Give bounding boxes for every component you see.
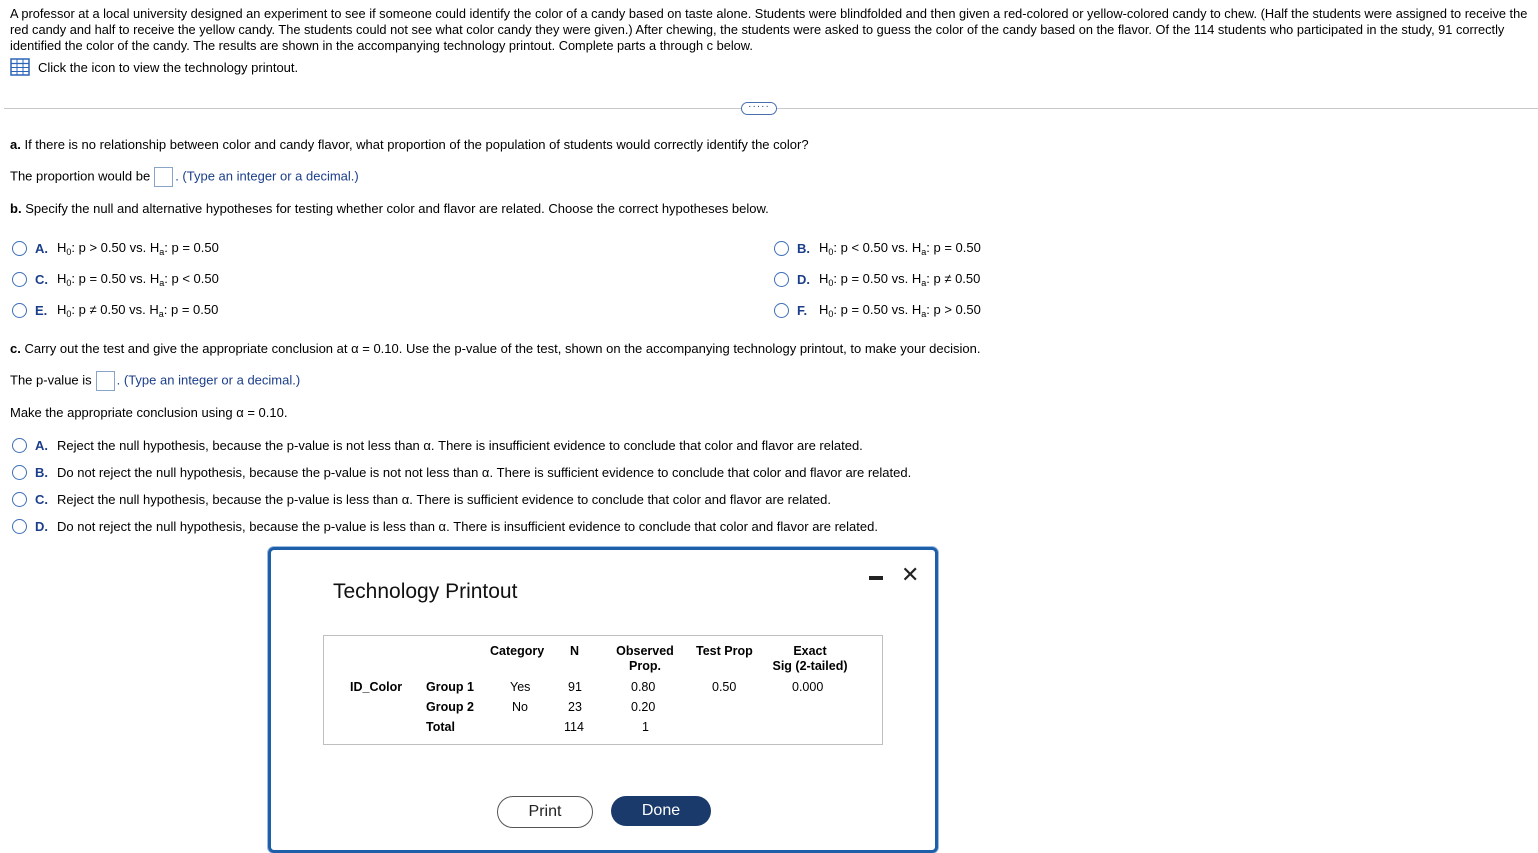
- p-value-input[interactable]: [96, 371, 115, 391]
- radio-button[interactable]: [12, 465, 27, 480]
- radio-button[interactable]: [12, 519, 27, 534]
- header-category: Category: [490, 644, 545, 658]
- hypothesis-option-f[interactable]: F. $H_0$: p = 0.50 vs. $H_a$: p > 0.50: [774, 302, 981, 319]
- row-prop: 0.80: [631, 680, 656, 694]
- close-icon[interactable]: ✕: [901, 562, 920, 587]
- technology-printout-dialog: [268, 547, 938, 853]
- conclusion-option-b[interactable]: B. Do not reject the null hypothesis, because the p-value is not not less than α. There is sufficient evidence to conclude that color and flavor are related.: [12, 465, 911, 480]
- hypothesis-option-b[interactable]: B. $H_0$: p < 0.50 vs. $H_a$: p = 0.50: [774, 240, 981, 257]
- radio-button[interactable]: [12, 492, 27, 507]
- printout-link[interactable]: [10, 58, 298, 76]
- hypothesis-option-a[interactable]: A. $H_0$: p > 0.50 vs. $H_a$: p = 0.50: [12, 240, 219, 257]
- header-n: N: [570, 644, 580, 658]
- radio-button[interactable]: [774, 272, 789, 287]
- conclusion-option-d[interactable]: D. Do not reject the null hypothesis, because the p-value is less than α. There is insufficient evidence to conclude that color and flavor are related.: [12, 519, 878, 534]
- row-group: Group 2: [426, 700, 474, 714]
- header-observed-prop: Observed Prop.: [616, 644, 674, 673]
- radio-button[interactable]: [12, 272, 27, 287]
- part-a-answer-row: The proportion would be . (Type an integer or a decimal.): [10, 167, 359, 187]
- radio-button[interactable]: [12, 303, 27, 318]
- row-category: Yes: [510, 680, 531, 694]
- part-c-question: c. Carry out the test and give the appropriate conclusion at α = 0.10. Use the p-value of the test, shown on the accompanying technology printout, to make your decision.: [10, 341, 981, 356]
- problem-statement: A professor at a local university designed an experiment to see if someone could identify the color of a candy based on taste alone. Students were blindfolded and then given a red-colored or yellow-colored candy to chew. (Half the students were assigned to receive the red candy and half to receive the yellow candy. The students could not see what color candy they were given.) After chewing, the students were asked to guess the color of the candy based on the flavor. Of the 114 students who participated in the study, 91 correctly identified the color of the candy. The results are shown in the accompanying technology printout. Complete parts a through c below.: [10, 6, 1528, 53]
- print-button[interactable]: Print: [497, 796, 593, 828]
- row-group: Total: [426, 720, 455, 734]
- row-n: 23: [568, 700, 582, 714]
- row-prop: 0.20: [631, 700, 656, 714]
- radio-button[interactable]: [774, 241, 789, 256]
- printout-link-text[interactable]: Click the icon to view the technology printout.: [38, 59, 299, 75]
- dialog-title: Technology Printout: [333, 580, 518, 603]
- table-icon[interactable]: [10, 58, 30, 76]
- part-c-answer-row: The p-value is . (Type an integer or a decimal.): [10, 371, 300, 391]
- done-button[interactable]: Done: [611, 796, 711, 826]
- conclusion-option-a[interactable]: A. Reject the null hypothesis, because the p-value is not less than α. There is insufficient evidence to conclude that color and flavor are related.: [12, 438, 863, 453]
- hypothesis-option-c[interactable]: C. $H_0$: p = 0.50 vs. $H_a$: p < 0.50: [12, 271, 219, 288]
- row-sig: 0.000: [792, 680, 824, 694]
- hypothesis-option-e[interactable]: E. $H_0$: p ≠ 0.50 vs. $H_a$: p = 0.50: [12, 302, 218, 319]
- row-category: No: [512, 700, 528, 714]
- part-a-question: a. If there is no relationship between color and candy flavor, what proportion of the population of students would correctly identify the color?: [10, 137, 809, 152]
- row-n: 114: [564, 720, 584, 734]
- radio-button[interactable]: [12, 438, 27, 453]
- minimize-icon[interactable]: [869, 576, 883, 580]
- row-prop: 1: [642, 720, 649, 734]
- hypothesis-option-d[interactable]: D. $H_0$: p = 0.50 vs. $H_a$: p ≠ 0.50: [774, 271, 980, 288]
- conclusion-prompt: Make the appropriate conclusion using α = 0.10.: [10, 405, 288, 420]
- row-group: Group 1: [426, 680, 474, 694]
- header-exact-sig: Exact Sig (2-tailed): [772, 644, 848, 673]
- row-test-prop: 0.50: [712, 680, 737, 694]
- radio-button[interactable]: [12, 241, 27, 256]
- row-n: 91: [568, 680, 582, 694]
- part-b-question: b. Specify the null and alternative hypotheses for testing whether color and flavor are related. Choose the correct hypotheses below.: [10, 201, 769, 216]
- conclusion-option-c[interactable]: C. Reject the null hypothesis, because the p-value is less than α. There is sufficient evidence to conclude that color and flavor are related.: [12, 492, 831, 507]
- header-test-prop: Test Prop: [696, 644, 753, 658]
- radio-button[interactable]: [774, 303, 789, 318]
- printout-table: [323, 635, 883, 745]
- variable-label: ID_Color: [350, 680, 403, 694]
- expand-dots-button[interactable]: ·····: [741, 102, 777, 115]
- proportion-input[interactable]: [154, 167, 173, 187]
